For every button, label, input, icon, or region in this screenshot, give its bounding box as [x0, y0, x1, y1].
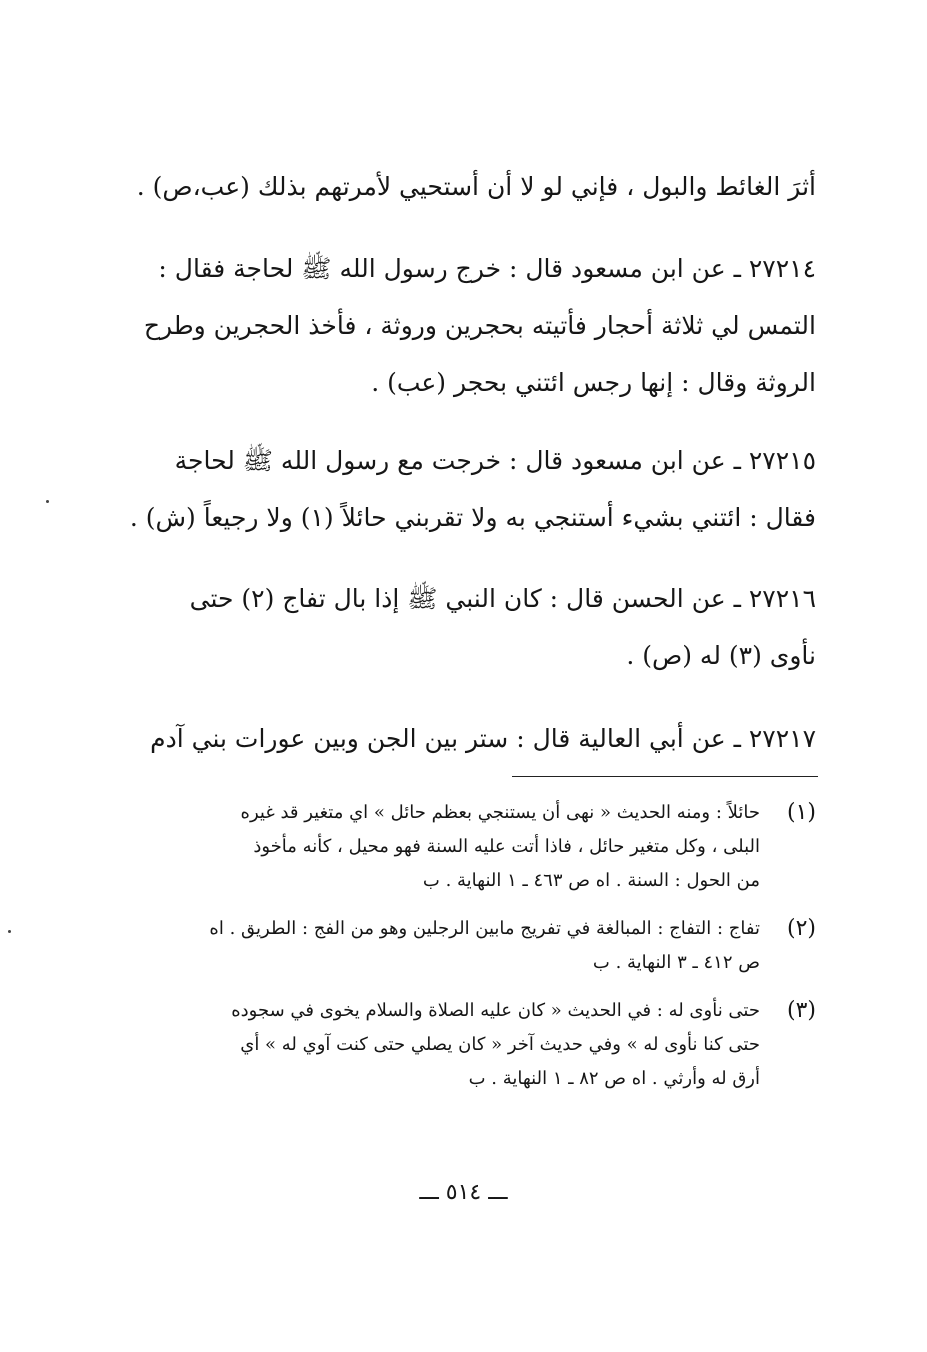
footnote-text: [104, 912, 760, 980]
hadith-line: ٢٧٢١٦ ـ عن الحسن قال : كان النبي ﷺ إذا بال تفاج (٢) حتى: [189, 584, 816, 613]
footnote-line: ص ٤١٢ ـ ٣ النهاية . ب: [592, 952, 760, 973]
footnote-line: حتى كنا نأوى له » وفي حديث آخر « كان يصلي حتى كنت آوي له » أي: [240, 1034, 760, 1055]
hadith-line: ٢٧٢١٤ ـ عن ابن مسعود قال : خرج رسول الله ﷺ لحاجة فقال :: [158, 254, 816, 283]
footnote-1: [104, 796, 816, 898]
hadith-line: نأوى (٣) له (ص) .: [626, 641, 816, 670]
page-number: ـــ ٥١٤ ـــ: [419, 1180, 508, 1205]
scan-speck: [46, 500, 49, 503]
footnote-line: تفاج : التفاج : المبالغة في تفريج مابين الرجلين وهو من الفج : الطريق . اه: [209, 918, 760, 939]
footnote-divider: [512, 776, 818, 777]
hadith-line: التمس لي ثلاثة أحجار فأتيته بحجرين وروثة ، فأخذ الحجرين وطرح: [143, 311, 816, 340]
footnote-number: (٢): [786, 916, 816, 941]
intro-paragraph: [104, 158, 816, 215]
hadith-27216: [104, 570, 816, 684]
footnotes: [104, 796, 816, 1110]
footnote-text: [104, 796, 760, 898]
footnote-line: من الحول : السنة . اه ص ٤٦٣ ـ ١ النهاية . ب: [422, 870, 760, 891]
footnote-line: أرق له وأرثي . اه ص ٨٢ ـ ١ النهاية . ب: [468, 1068, 760, 1089]
hadith-line: ٢٧٢١٥ ـ عن ابن مسعود قال : خرجت مع رسول الله ﷺ لحاجة: [174, 446, 816, 475]
footnote-text: [104, 994, 760, 1096]
hadith-line: الروثة وقال : إنها رجس ائتني بحجر (عب) .: [371, 368, 816, 397]
hadith-line: فقال : ائتني بشيء أستنجي به ولا تقربني حائلاً (١) ولا رجيعاً (ش) .: [129, 503, 816, 532]
footnote-line: حتى نأوى له : في الحديث « كان عليه الصلاة والسلام يخوى في سجوده: [231, 1000, 760, 1021]
footnote-3: [104, 994, 816, 1096]
footnote-line: حائلاً : ومنه الحديث « نهى أن يستنجي بعظم حائل » اي متغير قد غيره: [240, 802, 760, 823]
scan-speck: [8, 930, 11, 933]
footnote-2: [104, 912, 816, 980]
hadith-line: ٢٧٢١٧ ـ عن أبي العالية قال : ستر بين الجن وبين عورات بني آدم: [150, 724, 816, 753]
footnote-line: البلى ، وكل متغير حائل ، فاذا أتت عليه السنة فهو محيل ، كأنه مأخوذ: [253, 836, 760, 857]
hadith-27214: [104, 240, 816, 411]
footnote-number: (٣): [786, 998, 816, 1023]
hadith-27215: [104, 432, 816, 546]
footnote-number: (١): [786, 800, 816, 825]
intro-line: أثرَ الغائط والبول ، فإني لو لا أن أستحيي لأمرتهم بذلك (عب،ص) .: [136, 172, 816, 201]
hadith-27217: [104, 710, 816, 767]
